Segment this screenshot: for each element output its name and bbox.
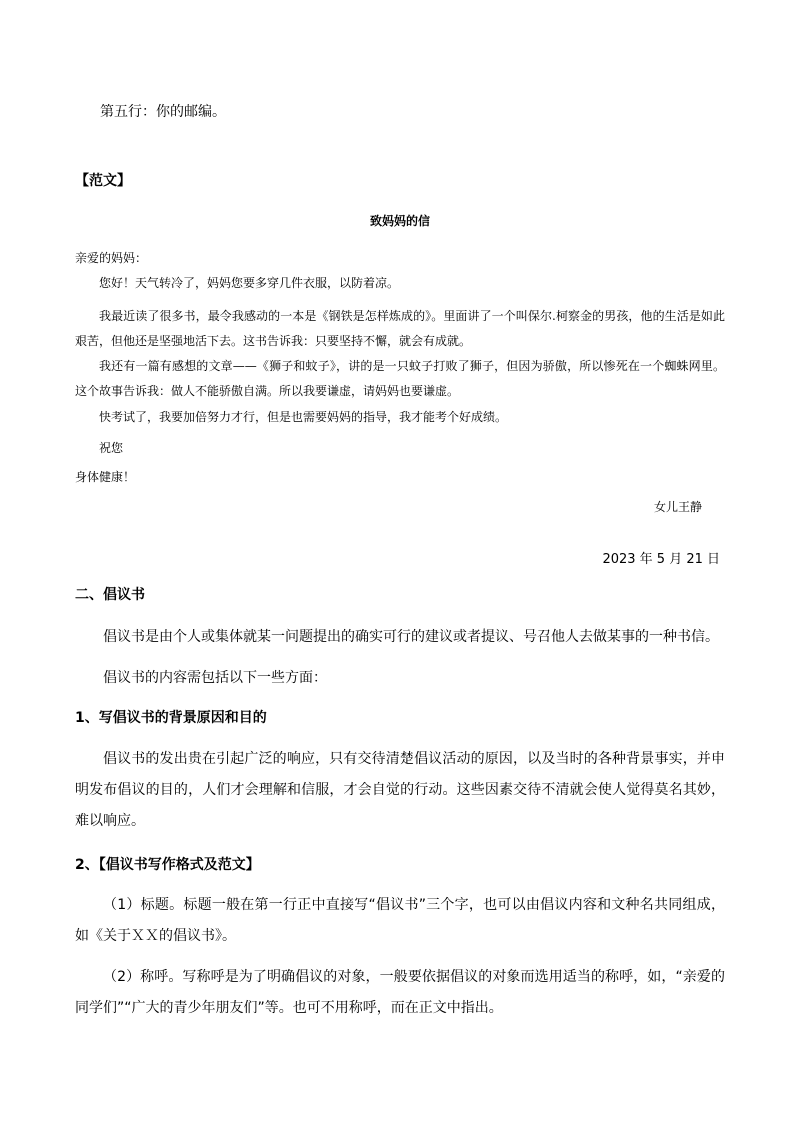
letter-date: 2023 年 5 月 21 日 bbox=[602, 552, 720, 567]
sample-heading: 【范文】 bbox=[75, 173, 131, 189]
format-item: （2）称呼。写称呼是为了明确倡议的对象，一般要依据倡议的对象而选用适当的称呼，如，“亲爱的同学们”“广大的青少年朋友们”等。也可不用称呼，而在正文中指出。 bbox=[75, 969, 725, 1016]
previous-item-line: 第五行：你的邮编。 bbox=[100, 104, 226, 120]
section-heading: 二、倡议书 bbox=[75, 587, 145, 603]
contents-lead: 倡议书的内容需包括以下一些方面： bbox=[103, 670, 327, 686]
letter-paragraph: 快考试了，我要加倍努力才行，但是也需要妈妈的指导，我才能考个好成绩。 bbox=[99, 410, 508, 424]
letter-salutation: 亲爱的妈妈： bbox=[75, 251, 148, 265]
letter-wish: 身体健康！ bbox=[75, 470, 136, 484]
letter-signature: 女儿王静 bbox=[654, 500, 703, 514]
letter-closing: 祝您 bbox=[99, 441, 124, 455]
letter-title: 致妈妈的信 bbox=[369, 214, 430, 228]
subsection-heading: 2、【倡议书写作格式及范文】 bbox=[75, 857, 260, 873]
letter-paragraph: 您好！天气转冷了，妈妈您要多穿几件衣服，以防着凉。 bbox=[99, 276, 400, 290]
section-intro: 倡议书是由个人或集体就某一问题提出的确实可行的建议或者提议、号召他人去做某事的一种书信。 bbox=[103, 629, 719, 645]
subsection-heading: 1、写倡议书的背景原因和目的 bbox=[75, 710, 267, 726]
letter-paragraph: 我最近读了很多书，最令我感动的一本是《钢铁是怎样炼成的》。里面讲了一个叫保尔.柯察金的男孩，他的生活是如此艰苦，但他还是坚强地活下去。这书告诉我：只要坚持不懈，就会有成就。 bbox=[75, 309, 725, 348]
letter-paragraph: 我还有一篇有感想的文章——《狮子和蚊子》，讲的是一只蚊子打败了狮子，但因为骄傲，所以惨死在一个蜘蛛网里。这个故事告诉我：做人不能骄傲自满。所以我要谦虚，请妈妈也要谦虚。 bbox=[75, 359, 725, 398]
subsection-text: 倡议书的发出贵在引起广泛的响应，只有交待清楚倡议活动的原因，以及当时的各种背景事实，并申明发布倡议的目的，人们才会理解和信服，才会自觉的行动。这些因素交待不清就会使人觉得莫名其妙，难以响应。 bbox=[75, 751, 725, 829]
format-item: （1）标题。标题一般在第一行正中直接写“倡议书”三个字，也可以由倡议内容和文种名共同组成，如《关于ＸＸ的倡议书》。 bbox=[75, 897, 725, 944]
